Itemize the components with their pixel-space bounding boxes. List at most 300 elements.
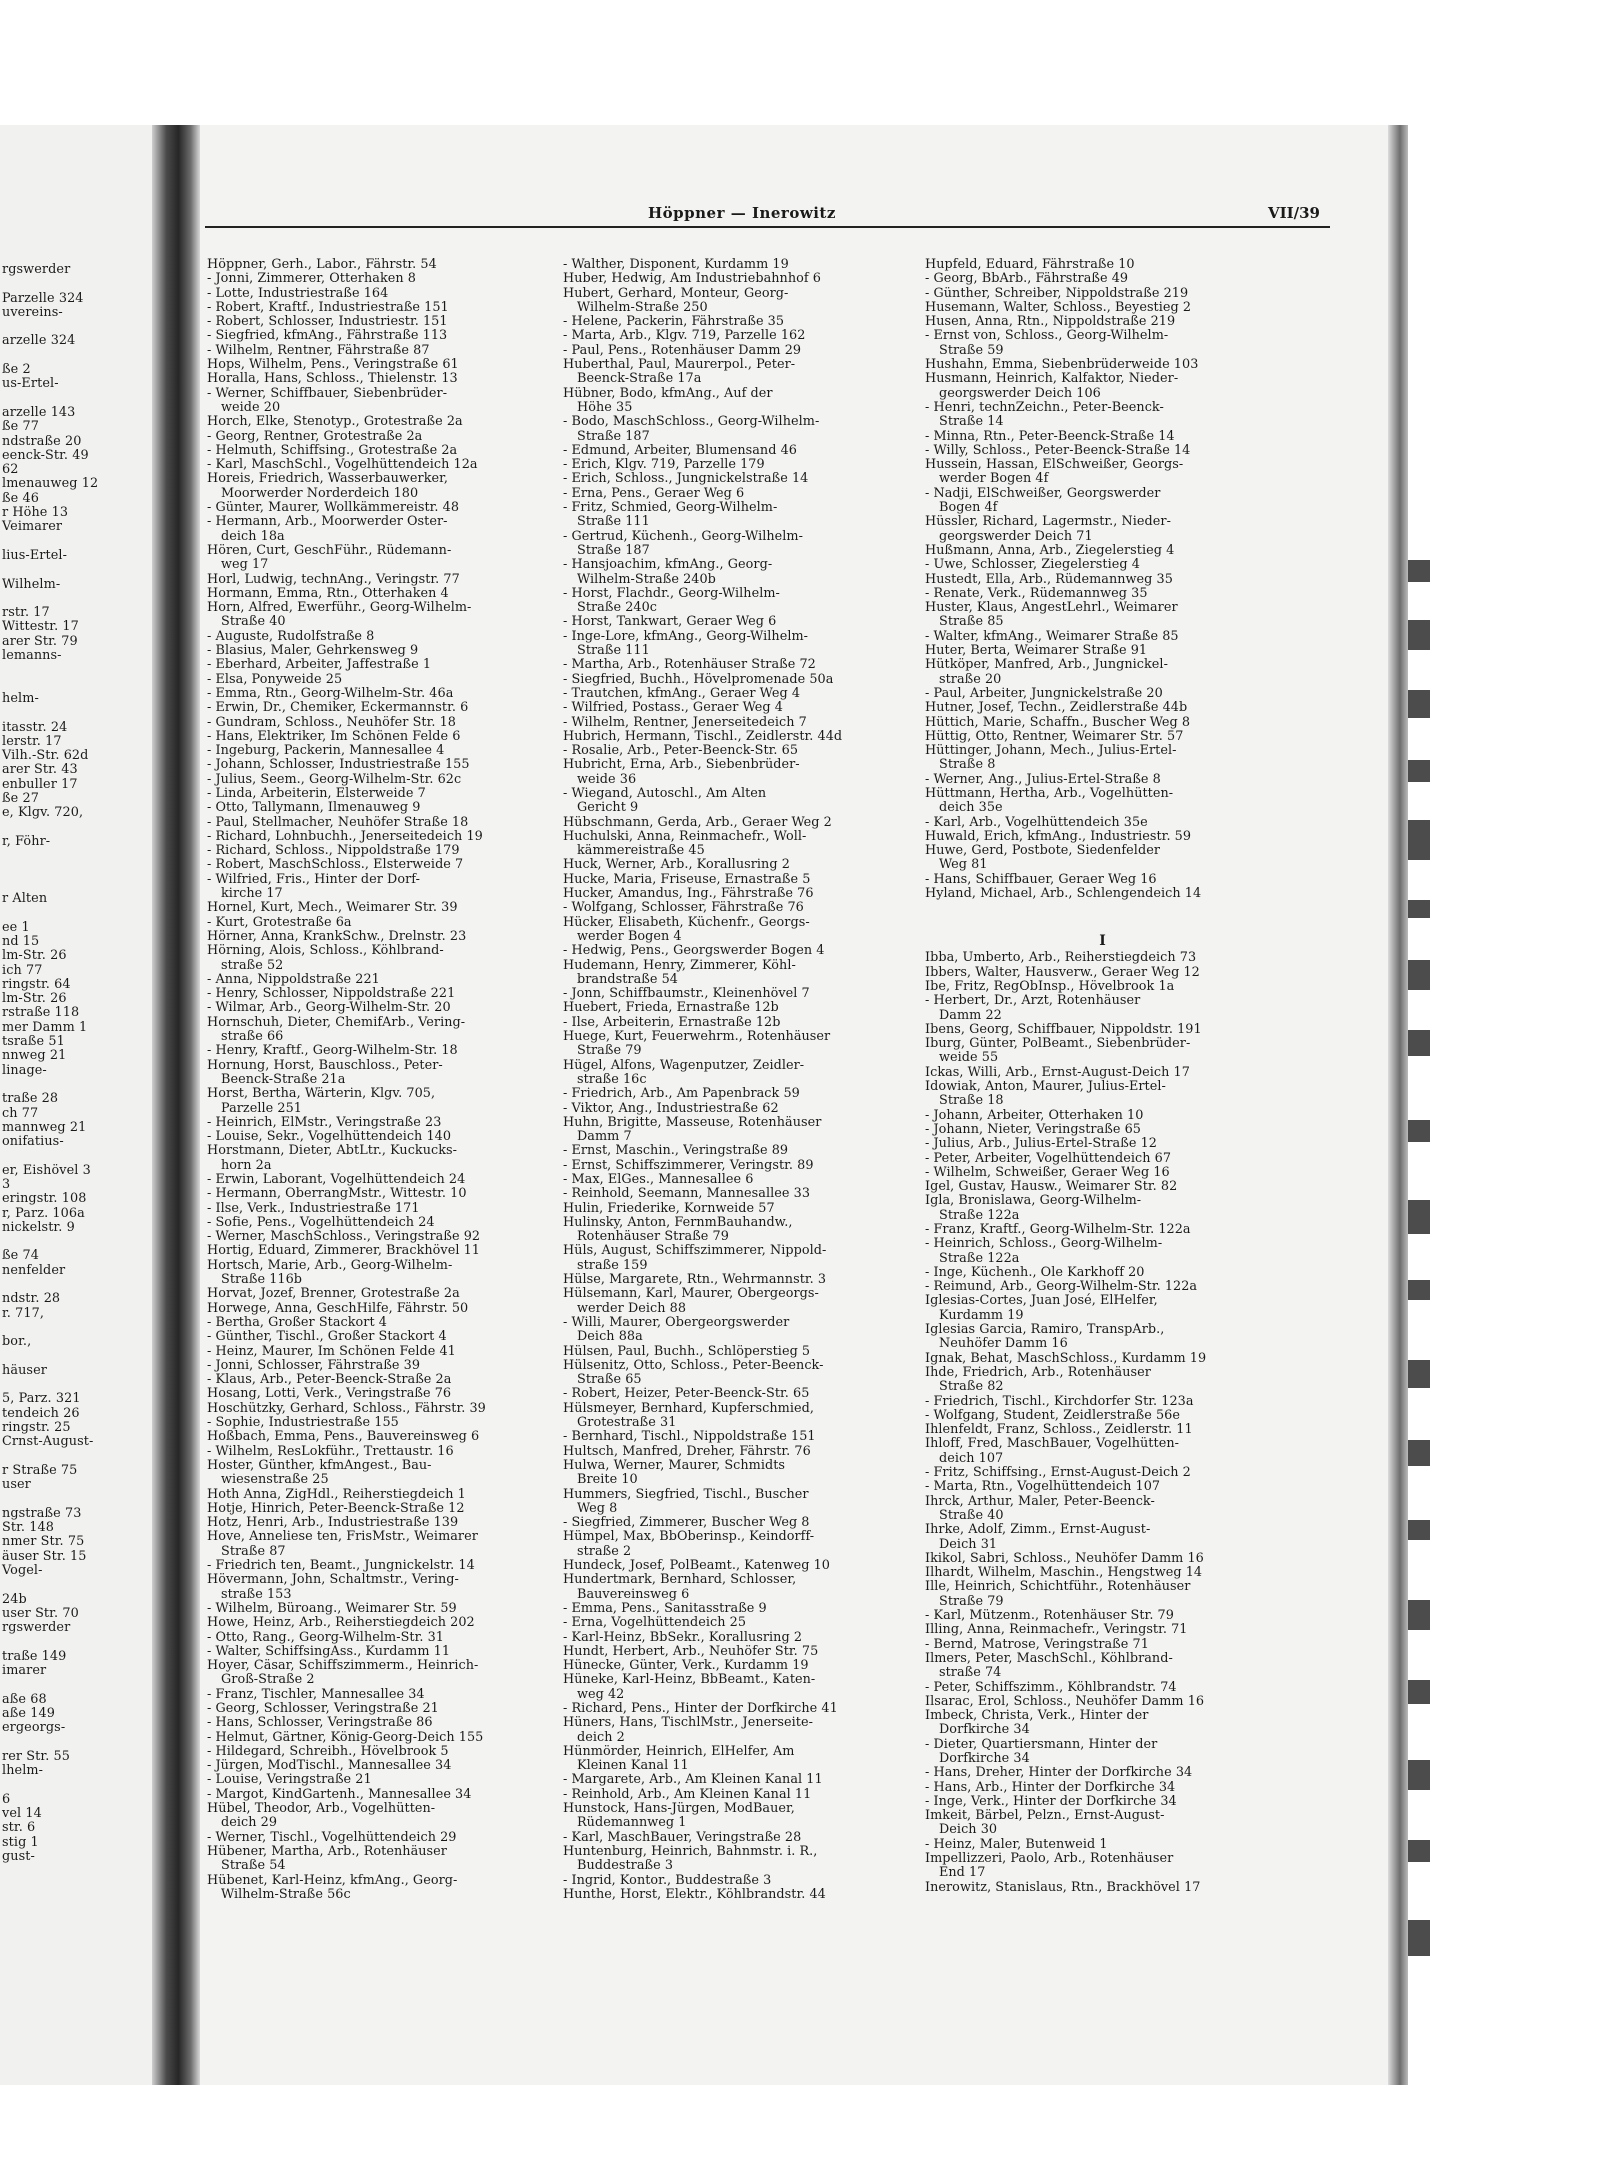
entry-continuation: straße 159	[577, 1257, 648, 1273]
entry-continuation: Neuhöfer Damm 16	[939, 1336, 1068, 1352]
directory-entry: - Franz, Tischler, Mannesallee 34	[207, 1686, 425, 1702]
directory-entry: Hülsen, Paul, Buchh., Schlöperstieg 5	[563, 1343, 811, 1359]
entry-continuation: Parzelle 251	[221, 1100, 302, 1116]
directory-entry: - Wilhelm, Rentner, Fährstraße 87	[207, 342, 430, 358]
directory-entry: Hubert, Gerhard, Monteur, Georg-	[563, 285, 789, 301]
entry-continuation: straße 52	[221, 957, 284, 973]
left-fragment-line: mannweg 21	[2, 1119, 87, 1135]
directory-entry: - Wilhelm, Rentner, Jenerseitedeich 7	[563, 714, 807, 730]
directory-entry: Hübener, Martha, Arb., Rotenhäuser	[207, 1843, 447, 1859]
left-fragment-line: Str. 148	[2, 1520, 54, 1536]
directory-entry: Ibe, Fritz, RegObInsp., Hövelbrook 1a	[925, 978, 1175, 994]
directory-entry: Hubrich, Hermann, Tischl., Zeidlerstr. 44d	[563, 728, 843, 744]
entry-continuation: weide 55	[939, 1050, 999, 1066]
left-fragment-line: 3	[2, 1177, 11, 1192]
directory-entry: Hügel, Alfons, Wagenputzer, Zeidler-	[563, 1057, 805, 1073]
directory-entry: Husemann, Walter, Schloss., Beyestieg 2	[925, 299, 1192, 315]
directory-entry: Inerowitz, Stanislaus, Rtn., Brackhövel 17	[925, 1879, 1201, 1895]
page-header	[200, 198, 1330, 228]
directory-entry: - Trautchen, kfmAng., Geraer Weg 4	[563, 685, 801, 701]
directory-entry: - Wilhelm, Büroang., Weimarer Str. 59	[207, 1600, 457, 1616]
entry-continuation: werder Bogen 4	[577, 928, 682, 944]
directory-entry: - Richard, Lohnbuchh., Jenerseitedeich 19	[207, 828, 483, 844]
left-fragment-line: onifatius-	[2, 1134, 64, 1150]
directory-entry: Howe, Heinz, Arb., Reiherstiegdeich 202	[207, 1615, 475, 1631]
page-edge-shadow	[1388, 125, 1408, 2085]
directory-entry: - Willy, Schloss., Peter-Beenck-Straße 14	[925, 442, 1191, 458]
directory-entry: Horst, Bertha, Wärterin, Klgv. 705,	[207, 1086, 436, 1102]
directory-entry: - Sofie, Pens., Vogelhüttendeich 24	[207, 1214, 435, 1230]
directory-entry: - Wolfgang, Student, Zeidlerstraße 56e	[925, 1407, 1180, 1423]
left-fragment-line	[2, 863, 152, 877]
directory-entry: - Lotte, Industriestraße 164	[207, 285, 389, 301]
left-fragment-line: ch 77	[2, 1105, 39, 1121]
directory-entry: - Werner, Tischl., Vogelhüttendeich 29	[207, 1829, 457, 1845]
directory-entry: - Inge-Lore, kfmAng., Georg-Wilhelm-	[563, 628, 809, 644]
directory-entry: Horvat, Jozef, Brenner, Grotestraße 2a	[207, 1286, 460, 1302]
directory-entry: - Günter, Maurer, Wollkämmereistr. 48	[207, 500, 460, 516]
directory-entry: - Ernst, Maschin., Veringstraße 89	[563, 1143, 789, 1159]
directory-entry: Hoßbach, Emma, Pens., Bauvereinsweg 6	[207, 1429, 480, 1445]
directory-entry: Horwege, Anna, GeschHilfe, Fährstr. 50	[207, 1300, 469, 1316]
entry-continuation: straße 2	[577, 1543, 632, 1559]
left-fragment-line: eringstr. 108	[2, 1191, 87, 1207]
directory-entry: Hummers, Siegfried, Tischl., Buscher	[563, 1486, 809, 1502]
directory-entry: Hoster, Günther, kfmAngest., Bau-	[207, 1457, 432, 1473]
left-fragment-line	[2, 1321, 152, 1335]
entry-continuation: deich 29	[221, 1815, 278, 1831]
directory-entry: - Marta, Rtn., Vogelhüttendeich 107	[925, 1479, 1161, 1495]
directory-entry: Hundeck, Josef, PolBeamt., Katenweg 10	[563, 1558, 830, 1574]
directory-entry: - Marta, Arb., Klgv. 719, Parzelle 162	[563, 328, 806, 344]
left-fragment-line: 24b	[2, 1591, 27, 1607]
directory-entry: - Dieter, Quartiersmann, Hinter der	[925, 1736, 1158, 1752]
directory-entry: Horn, Alfred, Ewerführ., Georg-Wilhelm-	[207, 600, 472, 616]
left-fragment-line: arzelle 324	[2, 333, 76, 349]
directory-entry: - Günther, Schreiber, Nippoldstraße 219	[925, 285, 1189, 301]
directory-entry: - Emma, Pens., Sanitasstraße 9	[563, 1600, 767, 1616]
directory-entry: Huebert, Frieda, Ernastraße 12b	[563, 1000, 779, 1016]
directory-entry: Hülsemann, Karl, Maurer, Obergeorgs-	[563, 1286, 819, 1302]
entry-continuation: Rotenhäuser Straße 79	[577, 1229, 729, 1245]
directory-entry: - Reimund, Arb., Georg-Wilhelm-Str. 122a	[925, 1279, 1198, 1295]
directory-entry: Hundertmark, Bernhard, Schlosser,	[563, 1572, 797, 1588]
left-fragment-line: bor.,	[2, 1334, 32, 1350]
directory-entry: - Fritz, Schmied, Georg-Wilhelm-	[563, 500, 778, 516]
directory-entry: - Heinz, Maler, Butenweid 1	[925, 1836, 1108, 1852]
directory-entry: - Friedrich ten, Beamt., Jungnickelstr. 14	[207, 1558, 475, 1574]
directory-entry: Hoschützky, Gerhard, Schloss., Fährstr. 39	[207, 1400, 486, 1416]
directory-entry: Hußmann, Anna, Arb., Ziegelerstieg 4	[925, 542, 1175, 558]
left-fragment-line	[2, 849, 152, 863]
left-fragment-line: user	[2, 1477, 31, 1493]
directory-entry: Hüttig, Otto, Rentner, Weimarer Str. 57	[925, 728, 1184, 744]
directory-entry: Huter, Berta, Weimarer Straße 91	[925, 643, 1148, 659]
directory-entry: Ihlenfeldt, Franz, Schloss., Zeidlerstr. 11	[925, 1422, 1193, 1438]
directory-entry: Hücker, Elisabeth, Küchenfr., Georgs-	[563, 914, 810, 930]
directory-entry: - Friedrich, Tischl., Kirchdorfer Str. 123a	[925, 1393, 1194, 1409]
left-fragment-line: itasstr. 24	[2, 719, 68, 735]
entry-continuation: brandstraße 54	[577, 971, 679, 987]
directory-entry: Hyland, Michael, Arb., Schlengendeich 14	[925, 886, 1202, 902]
left-fragment-line	[2, 535, 152, 549]
directory-entry: Ibbers, Walter, Hausverw., Geraer Weg 12	[925, 964, 1200, 980]
directory-entry: Ilhardt, Wilhelm, Maschin., Hengstweg 14	[925, 1565, 1203, 1581]
directory-entry: Huhn, Brigitte, Masseuse, Rotenhäuser	[563, 1114, 822, 1130]
left-fragment-line	[2, 878, 152, 892]
entry-continuation: Grotestraße 31	[577, 1415, 677, 1431]
left-fragment-line: arer Str. 43	[2, 762, 78, 778]
left-fragment-line: ße 77	[2, 419, 39, 435]
directory-entry: - Margot, KindGartenh., Mannesallee 34	[207, 1786, 472, 1802]
left-fragment-line: enbuller 17	[2, 776, 78, 792]
left-fragment-line: tendeich 26	[2, 1405, 80, 1421]
page-number: VII/39	[1267, 204, 1320, 222]
directory-entry: Ignak, Behat, MaschSchloss., Kurdamm 19	[925, 1350, 1207, 1366]
left-fragment-line: rgswerder	[2, 1620, 71, 1636]
left-fragment-line: äuser Str. 15	[2, 1548, 87, 1564]
entry-continuation: Wilhelm-Straße 250	[577, 299, 708, 315]
directory-entry: Hucker, Amandus, Ing., Fährstraße 76	[563, 886, 814, 902]
directory-entry: Huster, Klaus, AngestLehrl., Weimarer	[925, 600, 1178, 616]
left-fragment-line: ringstr. 64	[2, 976, 71, 992]
left-fragment-line: ngstraße 73	[2, 1505, 82, 1521]
directory-entry: Hüttmann, Hertha, Arb., Vogelhütten-	[925, 785, 1174, 801]
left-fragment-line: aße 149	[2, 1705, 55, 1721]
left-fragment-line: 62	[2, 462, 19, 478]
left-fragment-line: rgswerder	[2, 262, 71, 277]
directory-entry: - Nadji, ElSchweißer, Georgswerder	[925, 485, 1161, 501]
directory-entry: - Helmuth, Schiffsing., Grotestraße 2a	[207, 442, 458, 458]
left-fragment-line: aße 68	[2, 1691, 47, 1707]
left-fragment-line: e, Klgv. 720,	[2, 805, 84, 821]
directory-entry: - Siegfried, kfmAng., Fährstraße 113	[207, 328, 448, 344]
directory-entry: - Werner, MaschSchloss., Veringstraße 92	[207, 1229, 481, 1245]
directory-entry: - Inge, Verk., Hinter der Dorfkirche 34	[925, 1793, 1177, 1809]
left-fragment-line: linage-	[2, 1062, 47, 1078]
directory-entry: - Ernst von, Schloss., Georg-Wilhelm-	[925, 328, 1169, 344]
directory-entry: Horstmann, Dieter, AbtLtr., Kuckucks-	[207, 1143, 458, 1159]
directory-entry: - Martha, Arb., Rotenhäuser Straße 72	[563, 657, 816, 673]
directory-entry: - Werner, Schiffbauer, Siebenbrüder-	[207, 385, 448, 401]
entry-continuation: Damm 22	[939, 1007, 1002, 1023]
directory-entry: - Herbert, Dr., Arzt, Rotenhäuser	[925, 993, 1141, 1009]
directory-entry: - Karl-Heinz, BbSekr., Korallusring 2	[563, 1629, 803, 1645]
directory-entry: Hülsmeyer, Bernhard, Kupferschmied,	[563, 1400, 814, 1416]
directory-entry: Hundt, Herbert, Arb., Neuhöfer Str. 75	[563, 1643, 819, 1659]
directory-entry: - Louise, Sekr., Vogelhüttendeich 140	[207, 1129, 452, 1145]
directory-entry: - Henri, technZeichn., Peter-Beenck-	[925, 399, 1164, 415]
directory-entry: - Horst, Tankwart, Geraer Weg 6	[563, 614, 777, 630]
directory-entry: Illing, Anna, Reinmachefr., Veringstr. 71	[925, 1622, 1188, 1638]
left-fragment-line: Wittestr. 17	[2, 619, 79, 635]
directory-entry: - Johann, Arbeiter, Otterhaken 10	[925, 1107, 1144, 1123]
left-fragment-line: 5, Parz. 321	[2, 1391, 81, 1407]
directory-entry: - Jürgen, ModTischl., Mannesallee 34	[207, 1758, 452, 1774]
entry-continuation: wiesenstraße 25	[221, 1472, 329, 1488]
entry-continuation: Straße 187	[577, 428, 650, 444]
left-fragment-line	[2, 592, 152, 606]
left-fragment-line	[2, 1078, 152, 1092]
directory-entry: - Hans, Dreher, Hinter der Dorfkirche 34	[925, 1765, 1193, 1781]
directory-entry: Horalla, Hans, Schloss., Thielenstr. 13	[207, 371, 458, 387]
entry-continuation: weg 17	[221, 557, 269, 573]
directory-entry: Huber, Hedwig, Am Industriebahnhof 6	[563, 271, 821, 287]
entry-continuation: Buddestraße 3	[577, 1858, 674, 1874]
directory-entry: Höppner, Gerh., Labor., Fährstr. 54	[207, 257, 437, 272]
directory-entry: - Franz, Kraftf., Georg-Wilhelm-Str. 122a	[925, 1222, 1191, 1237]
directory-entry: Huege, Kurt, Feuerwehrm., Rotenhäuser	[563, 1029, 831, 1045]
entry-continuation: End 17	[939, 1865, 986, 1881]
directory-entry: Hören, Curt, GeschFühr., Rüdemann-	[207, 542, 452, 558]
directory-entry: - Walter, SchiffsingAss., Kurdamm 11	[207, 1643, 451, 1659]
section-letter: I	[1099, 933, 1106, 950]
directory-entry: - Sophie, Industriestraße 155	[207, 1415, 399, 1431]
directory-entry: - Fritz, Schiffsing., Ernst-August-Deich 2	[925, 1465, 1191, 1481]
left-fragment-line	[2, 1778, 152, 1792]
directory-entry: Iglesias Garcia, Ramiro, TranspArb.,	[925, 1322, 1165, 1338]
left-fragment-line: nickelstr. 9	[2, 1219, 75, 1235]
directory-entry: Hornschuh, Dieter, ChemifArb., Vering-	[207, 1014, 466, 1030]
directory-entry: - Karl, Mützenm., Rotenhäuser Str. 79	[925, 1608, 1174, 1624]
directory-entry: - Paul, Arbeiter, Jungnickelstraße 20	[925, 685, 1163, 701]
directory-entry: - Margarete, Arb., Am Kleinen Kanal 11	[563, 1772, 823, 1788]
directory-entry: - Henry, Schlosser, Nippoldstraße 221	[207, 986, 456, 1002]
directory-entry: - Ilse, Verk., Industriestraße 171	[207, 1200, 420, 1216]
entry-continuation: Weg 8	[577, 1500, 618, 1516]
left-fragment-line: arer Str. 79	[2, 633, 78, 649]
directory-entry: - Robert, MaschSchloss., Elsterweide 7	[207, 857, 464, 873]
left-fragment-line: ergeorgs-	[2, 1720, 66, 1736]
directory-entry: - Ingrid, Kontor., Buddestraße 3	[563, 1872, 772, 1888]
left-page-fragment	[0, 125, 152, 2085]
directory-entry: - Georg, Rentner, Grotestraße 2a	[207, 428, 423, 444]
entry-continuation: Straße 87	[221, 1543, 286, 1559]
directory-entry: - Hans, Schiffbauer, Geraer Weg 16	[925, 871, 1157, 887]
directory-entry: - Wilmar, Arb., Georg-Wilhelm-Str. 20	[207, 1000, 451, 1016]
left-fragment-line	[2, 1736, 152, 1750]
directory-entry: Ihrck, Arthur, Maler, Peter-Beenck-	[925, 1493, 1155, 1509]
directory-entry: - Bernhard, Tischl., Nippoldstraße 151	[563, 1429, 816, 1445]
directory-entry: - Hermann, OberrangMstr., Wittestr. 10	[207, 1186, 467, 1202]
directory-entry: Ibba, Umberto, Arb., Reiherstiegdeich 73	[925, 950, 1197, 966]
next-page-bleed	[1408, 560, 1430, 1990]
left-fragment-line: ße 27	[2, 790, 39, 806]
directory-column-1	[207, 258, 562, 1902]
left-fragment-line: imarer	[2, 1663, 47, 1679]
directory-entry: Imbeck, Christa, Verk., Hinter der	[925, 1708, 1149, 1724]
entry-continuation: Straße 59	[939, 342, 1004, 358]
entry-continuation: Straße 111	[577, 643, 650, 659]
directory-entry: Hucke, Maria, Friseuse, Ernastraße 5	[563, 871, 811, 887]
left-fragment-line: Crnst-August-	[2, 1434, 94, 1450]
left-fragment-line: eenck-Str. 49	[2, 447, 89, 463]
directory-entry: Hutner, Josef, Techn., Zeidlerstraße 44b	[925, 700, 1188, 716]
directory-entry: - Emma, Rtn., Georg-Wilhelm-Str. 46a	[207, 685, 454, 701]
directory-entry: Huntenburg, Heinrich, Bahnmstr. i. R.,	[563, 1843, 818, 1859]
page-title: Höppner — Inerowitz	[648, 204, 836, 222]
directory-entry: - Erich, Klgv. 719, Parzelle 179	[563, 457, 765, 473]
left-fragment-line: Wilhelm-	[2, 576, 61, 592]
directory-entry: Hüttinger, Johann, Mech., Julius-Ertel-	[925, 743, 1177, 759]
directory-entry: - Werner, Ang., Julius-Ertel-Straße 8	[925, 771, 1161, 787]
directory-entry: - Renate, Verk., Rüdemannweg 35	[925, 585, 1148, 601]
left-fragment-line: r, Parz. 106a	[2, 1205, 85, 1221]
left-fragment-line: nenfelder	[2, 1262, 66, 1278]
directory-entry: - Robert, Kraftf., Industriestraße 151	[207, 299, 449, 315]
left-fragment-line: nmer Str. 75	[2, 1534, 85, 1550]
directory-entry: Horl, Ludwig, technAng., Veringstr. 77	[207, 571, 460, 587]
entry-continuation: straße 16c	[577, 1071, 647, 1087]
directory-entry: - Richard, Schloss., Nippoldstraße 179	[207, 843, 460, 859]
left-fragment-line: r Höhe 13	[2, 505, 69, 521]
left-fragment-line: nd 15	[2, 933, 40, 949]
directory-entry: - Walter, kfmAng., Weimarer Straße 85	[925, 628, 1179, 644]
entry-continuation: Straße 79	[939, 1593, 1004, 1609]
directory-entry: - Hermann, Arb., Moorwerder Oster-	[207, 514, 448, 530]
entry-continuation: Straße 240c	[577, 600, 657, 616]
directory-entry: - Auguste, Rudolfstraße 8	[207, 628, 375, 644]
directory-entry: - Siegfried, Zimmerer, Buscher Weg 8	[563, 1515, 810, 1531]
directory-entry: Hortig, Eduard, Zimmerer, Brackhövel 11	[207, 1243, 480, 1259]
directory-entry: - Anna, Nippoldstraße 221	[207, 971, 380, 987]
directory-entry: Ilmers, Peter, MaschSchl., Köhlbrand-	[925, 1650, 1173, 1666]
directory-column-2	[563, 258, 918, 1902]
book-gutter-shadow	[152, 125, 200, 2085]
directory-entry: - Helmut, Gärtner, König-Georg-Deich 155	[207, 1729, 484, 1745]
directory-entry: - Klaus, Arb., Peter-Beenck-Straße 2a	[207, 1372, 452, 1388]
directory-entry: Hörning, Alois, Schloss., Köhlbrand-	[207, 943, 444, 959]
directory-entry: Hornung, Horst, Bauschloss., Peter-	[207, 1057, 443, 1073]
directory-entry: Igel, Gustav, Hausw., Weimarer Str. 82	[925, 1179, 1178, 1195]
left-fragment-line: uvereins-	[2, 304, 63, 320]
entry-continuation: Straße 40	[939, 1507, 1004, 1523]
entry-continuation: Straße 82	[939, 1379, 1004, 1395]
directory-entry: - Günther, Tischl., Großer Stackort 4	[207, 1329, 447, 1345]
left-fragment-line: ee 1	[2, 919, 30, 935]
directory-entry: Hotje, Hinrich, Peter-Beenck-Straße 12	[207, 1500, 465, 1516]
directory-entry: - Wilhelm, Schweißer, Geraer Weg 16	[925, 1164, 1170, 1180]
left-fragment-line: r. 717,	[2, 1305, 45, 1321]
left-fragment-line	[2, 277, 152, 291]
entry-continuation: Dorfkirche 34	[939, 1722, 1030, 1738]
entry-continuation: Gericht 9	[577, 800, 639, 816]
left-fragment-line	[2, 1493, 152, 1507]
directory-entry: Hüssler, Richard, Lagermstr., Nieder-	[925, 514, 1171, 530]
directory-entry: Hoth Anna, ZigHdl., Reiherstiegdeich 1	[207, 1486, 466, 1502]
left-fragment-line: r Straße 75	[2, 1462, 78, 1478]
left-fragment-line: ich 77	[2, 962, 43, 978]
directory-column-3	[925, 258, 1280, 1895]
left-fragment-line: ndstr. 28	[2, 1291, 61, 1307]
directory-entry: Hustedt, Ella, Arb., Rüdemannweg 35	[925, 571, 1173, 587]
directory-entry: - Inge, Küchenh., Ole Karkhoff 20	[925, 1264, 1145, 1280]
directory-entry: - Jonni, Schlosser, Fährstraße 39	[207, 1357, 421, 1373]
entry-continuation: Beenck-Straße 17a	[577, 371, 702, 387]
entry-continuation: Straße 122a	[939, 1207, 1020, 1223]
entry-continuation: kirche 17	[221, 886, 283, 902]
entry-continuation: Straße 79	[577, 1043, 642, 1059]
left-fragment-line: häuser	[2, 1362, 47, 1378]
directory-entry: Hüls, August, Schiffszimmerer, Nippold-	[563, 1243, 827, 1259]
directory-entry: - Uwe, Schlosser, Ziegelerstieg 4	[925, 557, 1140, 573]
entry-continuation: Deich 30	[939, 1822, 998, 1838]
directory-entry: - Peter, Arbeiter, Vogelhüttendeich 67	[925, 1150, 1172, 1166]
directory-entry: - Richard, Pens., Hinter der Dorfkirche 41	[563, 1700, 838, 1716]
directory-entry: - Hans, Elektriker, Im Schönen Felde 6	[207, 728, 461, 744]
left-fragment-line	[2, 563, 152, 577]
directory-entry: - Johann, Schlosser, Industriestraße 155	[207, 757, 470, 773]
left-fragment-line: r Alten	[2, 891, 48, 907]
left-fragment-line: user Str. 70	[2, 1605, 79, 1621]
directory-entry: Ilsarac, Erol, Schloss., Neuhöfer Damm 16	[925, 1693, 1205, 1709]
directory-entry: - Viktor, Ang., Industriestraße 62	[563, 1100, 779, 1116]
directory-entry: Hübel, Theodor, Arb., Vogelhütten-	[207, 1801, 436, 1817]
directory-entry: - Johann, Nieter, Veringstraße 65	[925, 1121, 1142, 1137]
entry-continuation: Straße 54	[221, 1858, 286, 1874]
left-fragment-line	[2, 1378, 152, 1392]
directory-entry: - Wilfried, Postass., Geraer Weg 4	[563, 700, 783, 716]
entry-continuation: kämmereistraße 45	[577, 843, 705, 859]
directory-entry: - Karl, Arb., Vogelhüttendeich 35e	[925, 814, 1148, 830]
left-fragment-line	[2, 821, 152, 835]
entry-continuation: weg 42	[577, 1686, 625, 1702]
directory-entry: Ihrke, Adolf, Zimm., Ernst-August-	[925, 1522, 1151, 1538]
directory-entry: - Wilhelm, ResLokführ., Trettaustr. 16	[207, 1443, 454, 1459]
directory-entry: - Jonni, Zimmerer, Otterhaken 8	[207, 271, 416, 287]
directory-entry: Hövermann, John, Schaltmstr., Vering-	[207, 1572, 459, 1588]
directory-entry: Hülse, Margarete, Rtn., Wehrmannstr. 3	[563, 1272, 827, 1288]
entry-continuation: Bogen 4f	[939, 500, 998, 516]
left-fragment-line: Parzelle 324	[2, 290, 84, 306]
directory-entry: Hove, Anneliese ten, FrisMstr., Weimarer	[207, 1529, 478, 1545]
directory-entry: - Reinhold, Seemann, Mannesallee 33	[563, 1186, 811, 1202]
left-fragment-line: vel 14	[2, 1806, 42, 1822]
directory-entry: Hops, Wilhelm, Pens., Veringstraße 61	[207, 357, 459, 373]
left-fragment-line: lhelm-	[2, 1763, 44, 1779]
directory-entry: Impellizzeri, Paolo, Arb., Rotenhäuser	[925, 1851, 1174, 1867]
entry-continuation: Beenck-Straße 21a	[221, 1071, 346, 1087]
left-fragment-line: Vogel-	[2, 1563, 43, 1579]
directory-entry: Hüners, Hans, TischlMstr., Jenerseite-	[563, 1715, 814, 1731]
directory-entry: - Reinhold, Arb., Am Kleinen Kanal 11	[563, 1786, 812, 1802]
directory-entry: Hornel, Kurt, Mech., Weimarer Str. 39	[207, 900, 458, 916]
directory-entry: Hosang, Lotti, Verk., Veringstraße 76	[207, 1386, 452, 1402]
directory-entry: Iglesias-Cortes, Juan José, ElHelfer,	[925, 1293, 1158, 1309]
entry-continuation: straße 153	[221, 1586, 292, 1602]
left-fragment-line: ße 2	[2, 362, 31, 378]
entry-continuation: Damm 7	[577, 1129, 632, 1145]
directory-entry: Hotz, Henri, Arb., Industriestraße 139	[207, 1515, 459, 1531]
directory-entry: - Louise, Veringstraße 21	[207, 1772, 372, 1788]
entry-continuation: Weg 81	[939, 857, 988, 873]
directory-entry: - Otto, Tallymann, Ilmenauweg 9	[207, 800, 421, 816]
left-fragment-line: traße 149	[2, 1648, 67, 1664]
directory-entry: Hünecke, Günter, Verk., Kurdamm 19	[563, 1658, 809, 1674]
entry-continuation: Deich 31	[939, 1536, 998, 1552]
directory-entry: - Willi, Maurer, Obergeorgswerder	[563, 1314, 790, 1330]
left-fragment-line: Vilh.-Str. 62d	[2, 748, 89, 764]
left-fragment-line: lm-Str. 26	[2, 948, 67, 964]
directory-entry: - Georg, Schlosser, Veringstraße 21	[207, 1700, 439, 1716]
directory-entry: Ikikol, Sabri, Schloss., Neuhöfer Damm 16	[925, 1550, 1204, 1566]
left-fragment-line	[2, 1636, 152, 1650]
entry-continuation: Kleinen Kanal 11	[577, 1758, 689, 1774]
directory-entry: - Ingeburg, Packerin, Mannesallee 4	[207, 743, 445, 759]
header-rule	[205, 226, 1330, 228]
directory-entry: Huwald, Erich, kfmAng., Industriestr. 59	[925, 828, 1192, 844]
directory-entry: - Linda, Arbeiterin, Elsterweide 7	[207, 785, 426, 801]
